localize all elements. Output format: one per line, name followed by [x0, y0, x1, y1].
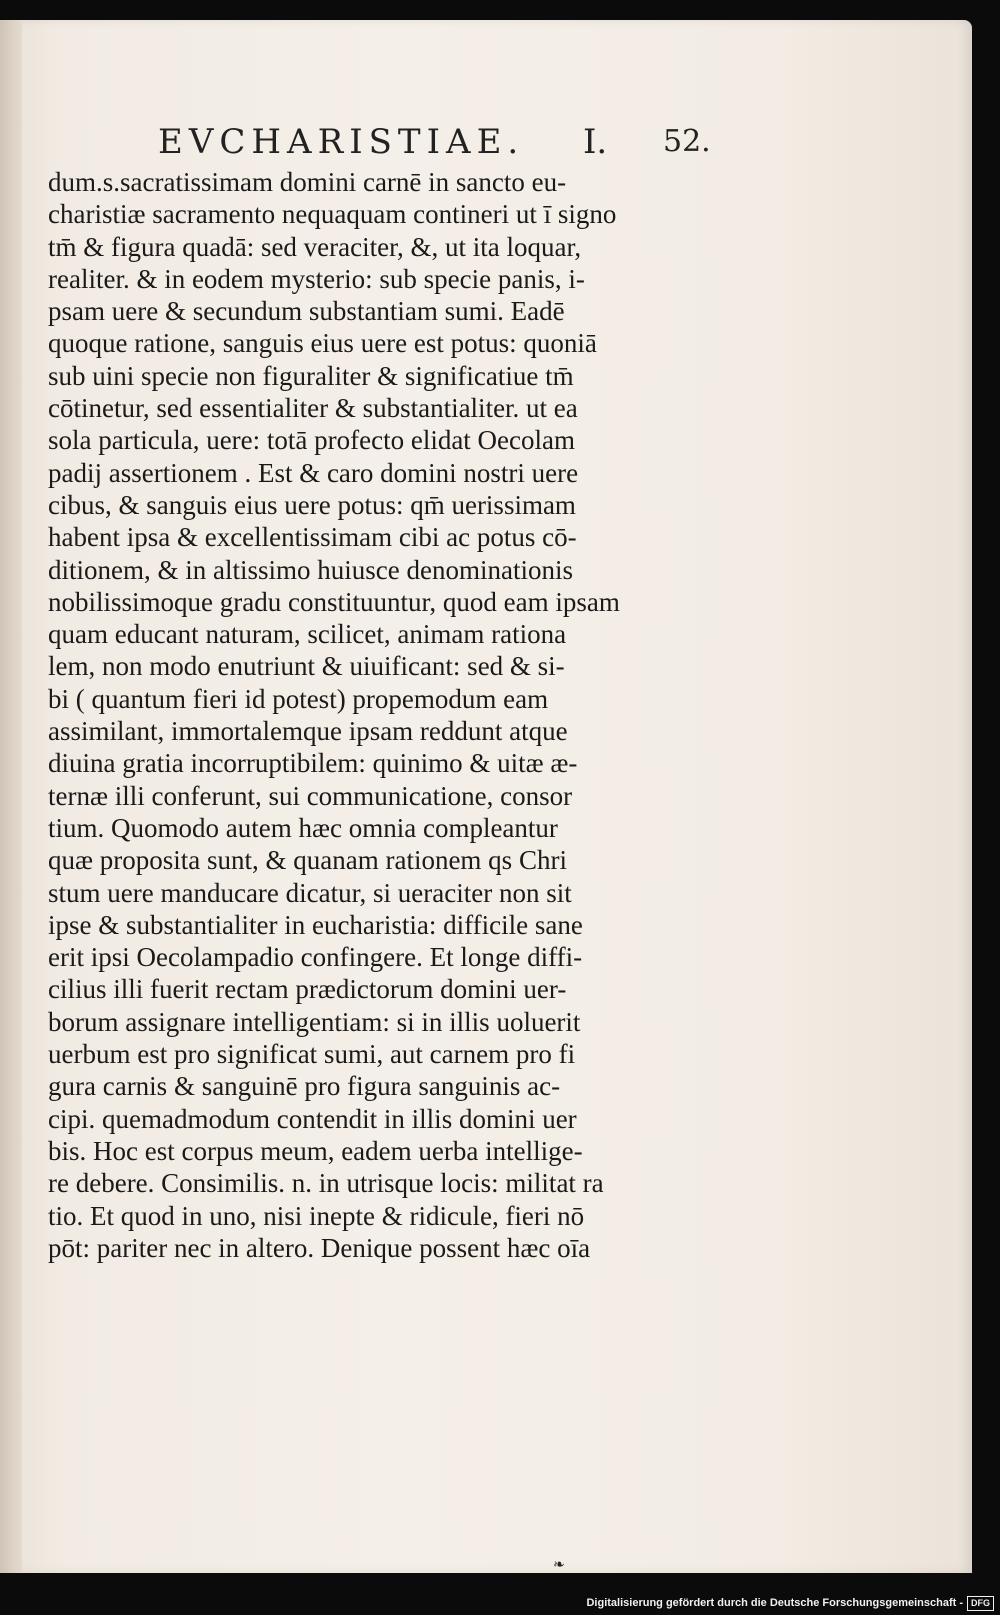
- ornament-mark: ❧: [553, 1557, 565, 1573]
- running-title: EVCHARISTIAE.: [158, 122, 525, 162]
- dfg-logo-icon: DFG: [967, 1596, 994, 1611]
- text-line: sola particula, uere: totā profecto elidat Oecolam: [48, 425, 576, 456]
- text-line: padij assertionem . Est & caro domini nostri uere: [48, 457, 579, 488]
- text-line: ternæ illi conferunt, sui communicatione, consor: [48, 780, 573, 811]
- text-line: assimilant, immortalemque ipsam reddunt atque: [48, 716, 568, 747]
- digitization-credit: [586, 1594, 994, 1612]
- text-line: nobilissimoque gradu constituuntur, quod eam ipsam: [48, 586, 620, 617]
- text-line: quoque ratione, sanguis eius uere est potus: quoniā: [48, 328, 597, 359]
- book-page: [0, 20, 972, 1573]
- text-line: realiter. & in eodem mysterio: sub specie panis, i-: [48, 263, 585, 294]
- running-header: [158, 122, 718, 162]
- text-line: gura carnis & sanguinē pro figura sanguinis ac-: [48, 1071, 561, 1102]
- text-line: quæ proposita sunt, & quanam rationem qs Chri: [48, 845, 567, 876]
- text-line: bis. Hoc est corpus meum, eadem uerba intellige-: [48, 1135, 583, 1166]
- text-line: habent ipsa & excellentissimam cibi ac potus cō-: [48, 522, 577, 553]
- text-line: re debere. Consimilis. n. in utrisque locis: militat ra: [48, 1168, 604, 1199]
- text-line: erit ipsi Oecolampadio confingere. Et longe diffi-: [48, 942, 583, 973]
- text-line: tio. Et quod in uno, nisi inepte & ridicule, fieri nō: [48, 1200, 585, 1231]
- text-line: cilius illi fuerit rectam prædictorum domini uer-: [48, 974, 567, 1005]
- text-line: charistiæ sacramento nequaquam contineri ut ī signo: [48, 199, 617, 230]
- text-line: sub uini specie non figuraliter & significatiue tm̄: [48, 360, 574, 391]
- text-line: bi ( quantum fieri id potest) propemodum eam: [48, 683, 549, 714]
- credit-text: Digitalisierung gefördert durch die Deutsche Forschungsgemeinschaft -: [586, 1597, 963, 1609]
- text-line: diuina gratia incorruptibilem: quinimo & uitæ æ-: [48, 748, 578, 779]
- text-line: cibus, & sanguis eius uere potus: qm̄ uerissimam: [48, 489, 576, 520]
- folio-number: 52.: [663, 124, 711, 159]
- text-line: tm̄ & figura quadā: sed veraciter, &, ut ita loquar,: [48, 231, 582, 262]
- page-gutter: [0, 20, 22, 1573]
- text-line: borum assignare intelligentiam: si in illis uoluerit: [48, 1006, 581, 1037]
- text-line: cipi. quemadmodum contendit in illis domini uer: [48, 1103, 577, 1134]
- body-text: [48, 166, 748, 1264]
- text-line: ditionem, & in altissimo huiusce denominationis: [48, 554, 573, 585]
- gathering-mark: I.: [583, 122, 608, 162]
- text-line: stum uere manducare dicatur, si ueraciter non sit: [48, 877, 572, 908]
- text-line: psam uere & secundum substantiam sumi. Eadē: [48, 296, 565, 327]
- text-line: pōt: pariter nec in altero. Denique possent hæc oīa: [48, 1232, 591, 1263]
- text-line: tium. Quomodo autem hæc omnia compleantur: [48, 812, 558, 843]
- text-line: dum.s.sacratissimam domini carnē in sancto eu-: [48, 167, 567, 197]
- text-line: quam educant naturam, scilicet, animam rationa: [48, 619, 567, 650]
- text-line: lem, non modo enutriunt & uiuificant: sed & si-: [48, 651, 565, 682]
- text-line: cōtinetur, sed essentialiter & substantialiter. ut ea: [48, 393, 578, 424]
- text-line: ipse & substantialiter in eucharistia: difficile sane: [48, 909, 583, 940]
- text-line: uerbum est pro significat sumi, aut carnem pro fi: [48, 1039, 576, 1070]
